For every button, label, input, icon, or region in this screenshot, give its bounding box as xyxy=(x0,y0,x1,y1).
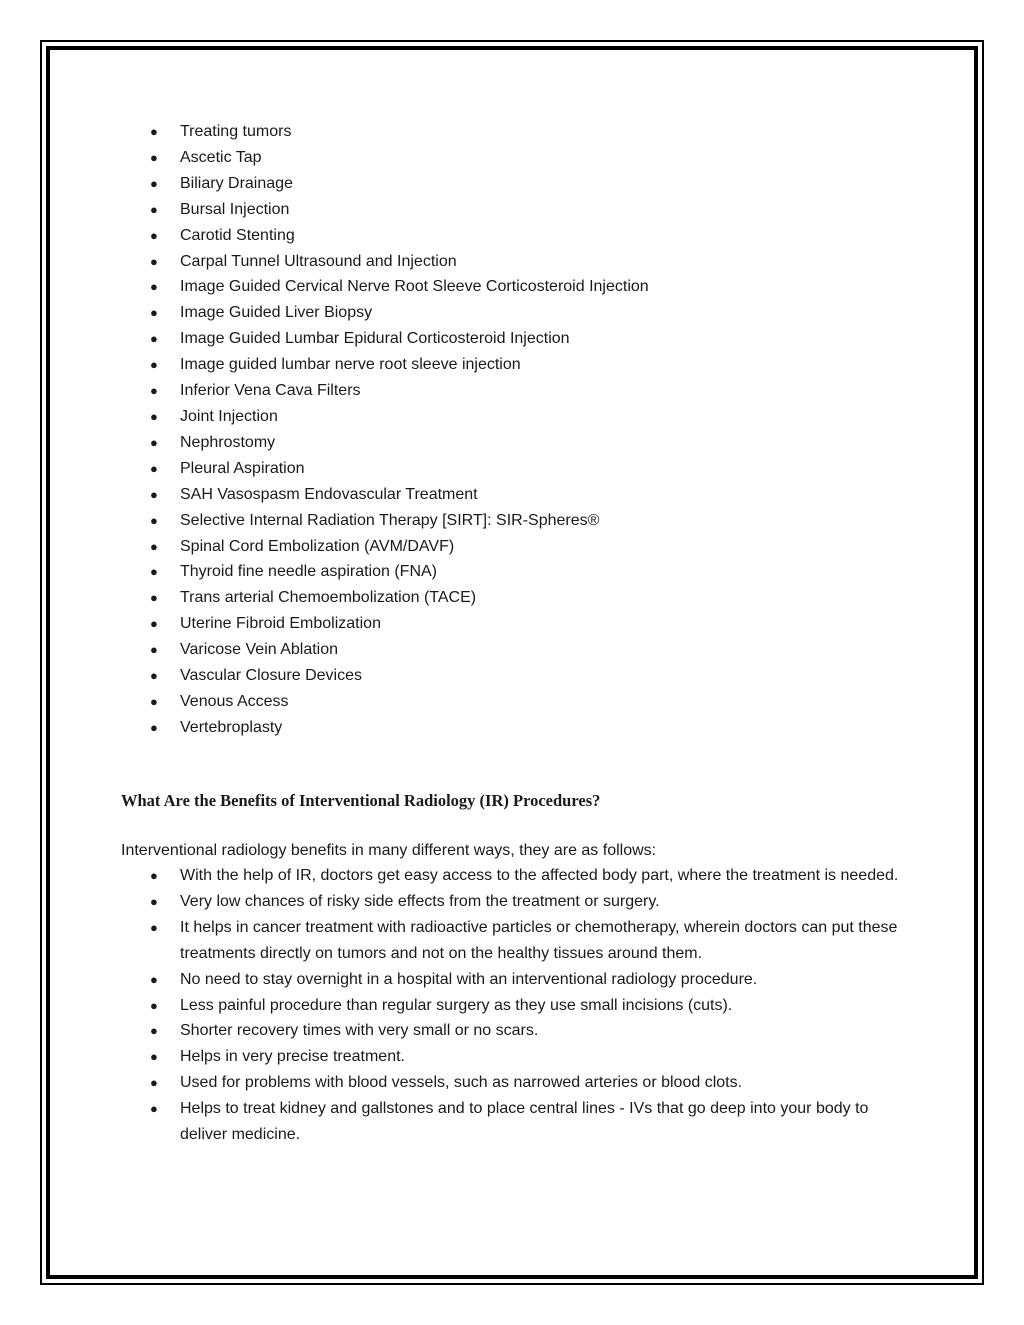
list-item xyxy=(150,249,900,275)
bullet-icon: ● xyxy=(150,486,158,502)
bullet-icon: ● xyxy=(150,512,158,528)
list-item xyxy=(150,915,900,967)
list-item-text: No need to stay overnight in a hospital with an interventional radiology procedure. xyxy=(180,970,758,988)
bullet-icon: ● xyxy=(150,668,158,684)
list-item-text: Ascetic Tap xyxy=(180,148,262,166)
bullet-icon: ● xyxy=(150,642,158,658)
bullet-icon: ● xyxy=(150,868,158,883)
list-item xyxy=(150,430,900,456)
bullet-icon: ● xyxy=(150,434,158,450)
bullet-icon: ● xyxy=(150,893,158,909)
procedures-list xyxy=(150,119,900,741)
list-item-text: Vascular Closure Devices xyxy=(180,667,362,685)
bullet-icon: ● xyxy=(150,564,158,580)
list-item-text: Carotid Stenting xyxy=(180,226,295,244)
list-item-text: Pleural Aspiration xyxy=(180,459,305,477)
list-item xyxy=(150,611,900,637)
bullet-icon: ● xyxy=(150,357,158,373)
list-item-text: Vertebroplasty xyxy=(180,718,283,736)
list-item-text: It helps in cancer treatment with radioactive particles or chemotherapy, wherein doctors can put these treatments directly on tumors and not on the healthy tissues around them. xyxy=(180,918,898,962)
bullet-icon: ● xyxy=(150,383,158,399)
list-item xyxy=(150,863,900,889)
list-item-text: Joint Injection xyxy=(180,407,278,425)
list-item xyxy=(150,404,900,430)
list-item xyxy=(150,715,900,741)
bullet-icon: ● xyxy=(150,124,158,139)
bullet-icon: ● xyxy=(150,1023,158,1039)
list-item-text: Carpal Tunnel Ultrasound and Injection xyxy=(180,252,457,270)
list-item xyxy=(150,1096,900,1148)
list-item xyxy=(150,145,900,171)
list-item-text: Uterine Fibroid Embolization xyxy=(180,615,381,633)
list-item-text: SAH Vasospasm Endovascular Treatment xyxy=(180,485,478,503)
list-item xyxy=(150,274,900,300)
list-item-text: Varicose Vein Ablation xyxy=(180,641,339,659)
list-item-text: Helps in very precise treatment. xyxy=(180,1048,405,1066)
list-item xyxy=(150,456,900,482)
list-item xyxy=(150,993,900,1019)
bullet-icon: ● xyxy=(150,1101,158,1117)
bullet-icon: ● xyxy=(150,590,158,606)
list-item xyxy=(150,197,900,223)
bullet-icon: ● xyxy=(150,997,158,1013)
list-item xyxy=(150,689,900,715)
benefits-heading: What Are the Benefits of Interventional Radiology (IR) Procedures? xyxy=(121,791,601,810)
list-item xyxy=(150,1044,900,1070)
list-item-text: Nephrostomy xyxy=(180,433,276,451)
list-item xyxy=(150,326,900,352)
list-item-text: Venous Access xyxy=(180,692,289,710)
bullet-icon: ● xyxy=(150,538,158,554)
list-item xyxy=(150,559,900,585)
list-item xyxy=(150,534,900,560)
list-item-text: Image guided lumbar nerve root sleeve injection xyxy=(180,356,521,374)
list-item-text: Very low chances of risky side effects from the treatment or surgery. xyxy=(180,892,660,910)
list-item-text: Image Guided Liver Biopsy xyxy=(180,304,373,322)
bullet-icon: ● xyxy=(150,919,158,935)
list-item-text: Helps to treat kidney and gallstones and to place central lines - IVs that go deep into your body to deliver medicine. xyxy=(180,1100,869,1144)
list-item xyxy=(150,967,900,993)
list-item xyxy=(150,223,900,249)
bullet-icon: ● xyxy=(150,971,158,987)
bullet-icon: ● xyxy=(150,693,158,709)
bullet-icon: ● xyxy=(150,253,158,269)
list-item-text: Treating tumors xyxy=(180,123,292,140)
list-item xyxy=(150,1070,900,1096)
bullet-icon: ● xyxy=(150,1075,158,1091)
list-item-text: Bursal Injection xyxy=(180,200,290,218)
bullet-icon: ● xyxy=(150,719,158,735)
list-item-text: Image Guided Cervical Nerve Root Sleeve Corticosteroid Injection xyxy=(180,278,649,296)
bullet-icon: ● xyxy=(150,460,158,476)
bullet-icon: ● xyxy=(150,1049,158,1065)
list-item xyxy=(150,663,900,689)
bullet-icon: ● xyxy=(150,408,158,424)
list-item xyxy=(150,889,900,915)
list-item-text: Thyroid fine needle aspiration (FNA) xyxy=(180,563,438,581)
list-item xyxy=(150,508,900,534)
bullet-icon: ● xyxy=(150,279,158,295)
bullet-icon: ● xyxy=(150,331,158,347)
bullet-icon: ● xyxy=(150,227,158,243)
list-item xyxy=(150,378,900,404)
list-item-text: Biliary Drainage xyxy=(180,174,293,192)
list-item xyxy=(150,171,900,197)
bullet-icon: ● xyxy=(150,616,158,632)
benefits-list xyxy=(150,863,900,1148)
list-item xyxy=(150,637,900,663)
list-item-text: Selective Internal Radiation Therapy [SIRT]: SIR-Spheres® xyxy=(180,511,600,529)
list-item xyxy=(150,482,900,508)
list-item-text: Less painful procedure than regular surgery as they use small incisions (cuts). xyxy=(180,996,733,1014)
bullet-icon: ● xyxy=(150,149,158,165)
list-item xyxy=(150,1018,900,1044)
list-item xyxy=(150,585,900,611)
list-item-text: Shorter recovery times with very small or no scars. xyxy=(180,1022,539,1040)
list-item xyxy=(150,352,900,378)
list-item xyxy=(150,300,900,326)
list-item-text: Used for problems with blood vessels, such as narrowed arteries or blood clots. xyxy=(180,1074,743,1092)
bullet-icon: ● xyxy=(150,305,158,321)
benefits-intro: Interventional radiology benefits in many different ways, they are as follows: xyxy=(121,842,657,859)
list-item-text: Inferior Vena Cava Filters xyxy=(180,382,361,400)
bullet-icon: ● xyxy=(150,201,158,217)
list-item-text: Trans arterial Chemoembolization (TACE) xyxy=(180,589,477,607)
list-item-text: Image Guided Lumbar Epidural Corticosteroid Injection xyxy=(180,330,570,348)
list-item xyxy=(150,119,900,145)
list-item-text: Spinal Cord Embolization (AVM/DAVF) xyxy=(180,537,455,555)
bullet-icon: ● xyxy=(150,175,158,191)
list-item-text: With the help of IR, doctors get easy access to the affected body part, where the treatment is needed. xyxy=(180,867,899,884)
